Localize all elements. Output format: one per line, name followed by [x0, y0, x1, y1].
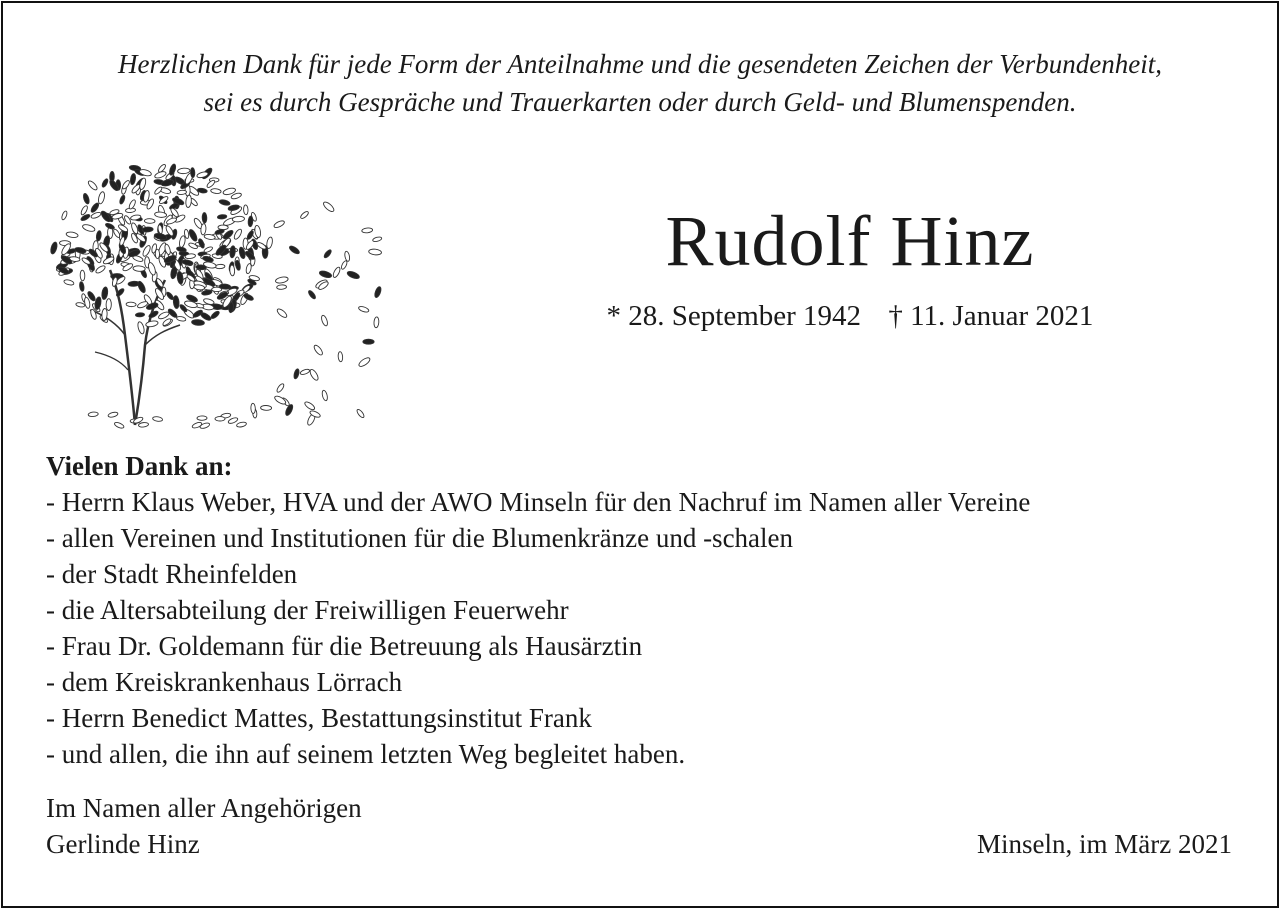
signature-name: Gerlinde Hinz [46, 829, 200, 859]
thanks-item: - dem Kreiskrankenhaus Lörrach [46, 667, 403, 697]
deceased-name: Rudolf Hinz [665, 201, 1035, 281]
thanks-item: - Herrn Klaus Weber, HVA und der AWO Minseln für den Nachruf im Namen aller Vereine [46, 487, 1031, 517]
death-date: † 11. Januar 2021 [888, 300, 1094, 332]
thanks-heading: Vielen Dank an: [46, 451, 233, 481]
thanks-item: - der Stadt Rheinfelden [46, 559, 298, 589]
thanks-item: - allen Vereinen und Institutionen für die Blumenkränze und -schalen [46, 523, 794, 553]
thanks-item: - und allen, die ihn auf seinem letzten Weg begleitet haben. [46, 739, 686, 769]
signature-line-1: Im Namen aller Angehörigen [46, 793, 362, 823]
thanks-item: - die Altersabteilung der Freiwilligen Feuerwehr [46, 595, 569, 625]
place-and-date: Minseln, im März 2021 [977, 829, 1232, 859]
thanks-item: - Frau Dr. Goldemann für die Betreuung als Hausärztin [46, 631, 643, 661]
signature [46, 790, 362, 862]
thanks-item: - Herrn Benedict Mattes, Bestattungsinstitut Frank [46, 703, 592, 733]
tree-with-falling-leaves-icon [40, 140, 390, 435]
intro-text [0, 45, 1280, 121]
thanks-list [46, 448, 1246, 772]
intro-line-1: Herzlichen Dank für jede Form der Anteilnahme und die gesendeten Zeichen der Verbundenheit, [118, 49, 1162, 79]
intro-line-2: sei es durch Gespräche und Trauerkarten oder durch Geld- und Blumenspenden. [203, 87, 1077, 117]
life-dates [560, 300, 1140, 333]
birth-date: * 28. September 1942 [606, 300, 862, 332]
